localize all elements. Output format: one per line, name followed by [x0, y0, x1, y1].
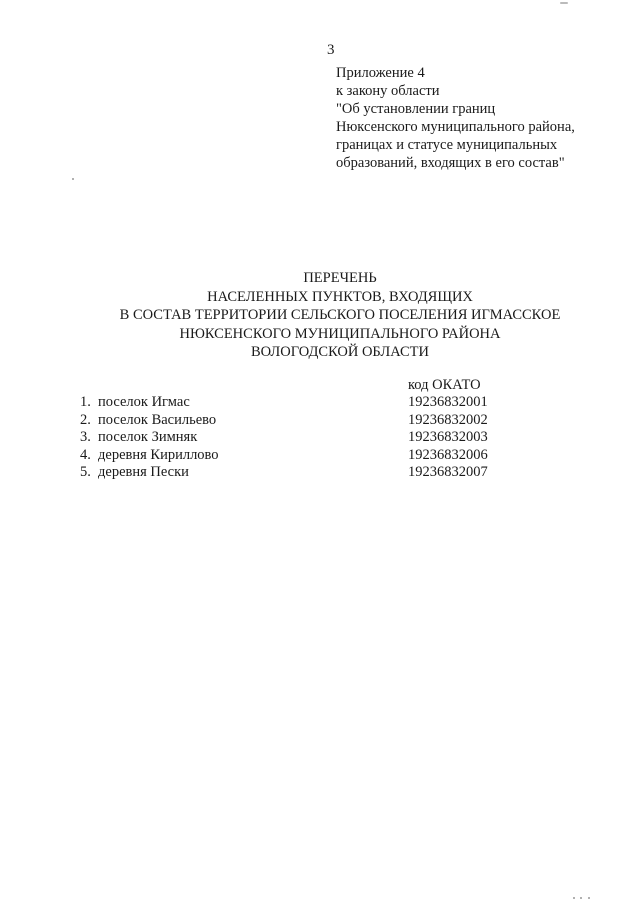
item-number: 4.: [80, 446, 91, 463]
item-number: 3.: [80, 429, 91, 445]
item-name: деревня Пески: [98, 464, 189, 480]
appendix-line: границах и статусе муниципальных: [336, 137, 558, 153]
appendix-line: к закону области: [336, 83, 440, 99]
item-number: 5.: [80, 464, 91, 480]
title-line: ВОЛОГОДСКОЙ ОБЛАСТИ: [251, 344, 429, 360]
scan-speck: [72, 178, 74, 180]
appendix-line: Приложение 4: [336, 65, 425, 81]
list-item: [80, 464, 600, 482]
appendix-note: [336, 64, 636, 172]
scan-speck: [588, 897, 590, 899]
item-name: поселок Васильево: [98, 411, 217, 428]
title-line: НАСЕЛЕННЫХ ПУНКТОВ, ВХОДЯЩИХ: [207, 288, 473, 305]
title-line: ПЕРЕЧЕНЬ: [303, 270, 377, 286]
scan-speck: [560, 2, 568, 4]
item-number: 1.: [80, 394, 91, 410]
list-item: [80, 447, 600, 465]
item-number: 2.: [80, 411, 91, 428]
item-name: поселок Игмас: [98, 394, 190, 410]
title-line: В СОСТАВ ТЕРРИТОРИИ СЕЛЬСКОГО ПОСЕЛЕНИЯ ИГМАССКОЕ: [119, 307, 561, 323]
item-okato-code: 19236832002: [408, 411, 488, 428]
title-line: НЮКСЕНСКОГО МУНИЦИПАЛЬНОГО РАЙОНА: [179, 325, 501, 342]
list-item: [80, 412, 600, 430]
list-item: [80, 394, 600, 412]
item-okato-code: 19236832003: [408, 429, 488, 445]
scan-speck: [573, 897, 575, 899]
appendix-line: "Об установлении границ: [336, 101, 496, 117]
item-okato-code: 19236832001: [408, 394, 488, 410]
page-number: 3: [327, 42, 335, 58]
item-name: поселок Зимняк: [98, 429, 198, 445]
appendix-line: образований, входящих в его состав": [336, 155, 565, 171]
document-title: [60, 269, 620, 362]
item-okato-code: 19236832006: [408, 446, 488, 463]
appendix-line: Нюксенского муниципального района,: [336, 119, 575, 135]
settlements-list: [80, 394, 600, 482]
scan-speck: [580, 897, 582, 899]
okato-code-header: код ОКАТО: [408, 377, 481, 393]
list-item: [80, 429, 600, 447]
item-okato-code: 19236832007: [408, 464, 488, 480]
item-name: деревня Кириллово: [98, 446, 219, 463]
